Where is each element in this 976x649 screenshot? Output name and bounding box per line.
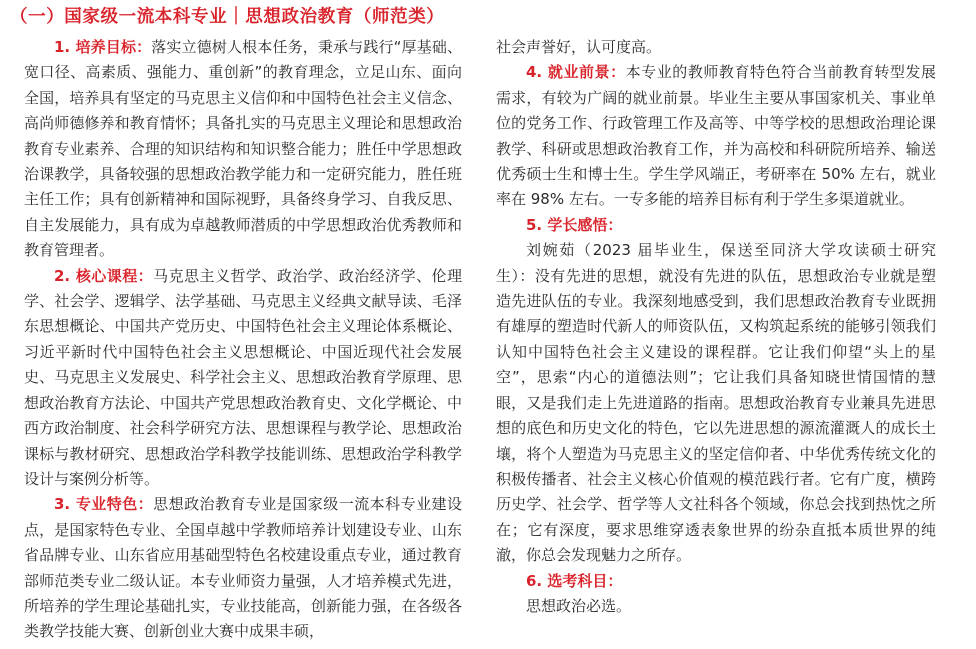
- goal-body: 落实立德树人根本任务，秉承与践行“厚基础、宽口径、高素质、强能力、重创新”的教育理念，立足山东、面向全国，培养具有坚定的马克思主义信仰和中国特色社会主义信念、高尚师德修养和教育情怀；具备扎实的马克思主义理论和思想政治教育专业素养、合理的知识结构和知识整合能力；胜任中学思想政治课教学，具备较强的思想政治教学能力和一定研究能力，胜任班主任工作；具有创新精神和国际视野，具备终身学习、自我反思、自主发展能力，具有成为卓越教师潜质的中学思想政治优秀教师和教育管理者。: [24, 38, 462, 260]
- subjects-heading: 6. 选考科目：: [526, 571, 623, 590]
- features-heading: 3. 专业特色：: [54, 495, 154, 514]
- alumni-body: 刘婉茹（2023 届毕业生，保送至同济大学攻读硕士研究生）：没有先进的思想，就没有先进的队伍，思想政治专业就是塑造先进队伍的专业。我深刻地感受到，我们思想政治教育专业既拥有雄厚的塑造时代新人的师资队伍，又构筑起系统的能够引领我们认知中国特色社会主义建设的课程群。它让我们仰望“头上的星空”，思索“内心的道德法则”；它让我们具备知晓世情国情的慧眼，又是我们走上先进道路的指南。思想政治教育专业兼具先进思想的底色和历史文化的特色，它以先进思想的源流灌溉人的成长土壤，将个人塑造为马克思主义的坚定信仰者、中华优秀传统文化的积极传播者、社会主义核心价值观的模范践行者。它有广度，横跨历史学、社会学、哲学等人文社科各个领域，你总会找到热忱之所在；它有深度，要求思维穿透表象世界的纷杂直抵本质世界的纯澈，你总会发现魅力之所存。: [496, 241, 936, 565]
- courses-heading: 2. 核心课程：: [54, 266, 154, 285]
- employment-heading: 4. 就业前景：: [526, 63, 626, 82]
- features-body: 思想政治教育专业是国家级一流本科专业建设点，是国家特色专业、全国卓越中学教师培养计划建设专业、山东省品牌专业、山东省应用基础型特色名校建设重点专业，通过教育部师范类专业二级认证。本专业师资力量强，人才培养模式先进，所培养的学生理论基础扎实，专业技能高，创新能力强，在各级各类教学技能大赛、创新创业大赛中成果丰硕，: [24, 495, 462, 641]
- alumni-heading: 5. 学长感悟：: [526, 215, 623, 234]
- features-paragraph: [24, 492, 462, 644]
- employment-body: 本专业的教师教育特色符合当前教育转型发展需求，有较为广阔的就业前景。毕业生主要从事国家机关、事业单位的党务工作、行政管理工作及高等、中等学校的思想政治理论课教学、科研或思想政治教育工作，并为高校和科研院所培养、输送优秀硕士生和博士生。学生学风端正，考研率在 50% 左右，就业率在 98% 左右。一专多能的培养目标有利于学生多渠道就业。: [496, 63, 936, 209]
- left-column: [24, 35, 462, 645]
- features-continuation: 社会声誉好，认可度高。: [496, 38, 662, 56]
- courses-body: 马克思主义哲学、政治学、政治经济学、伦理学、社会学、逻辑学、法学基础、马克思主义经典文献导读、毛泽东思想概论、中国共产党历史、中国特色社会主义理论体系概论、习近平新时代中国特色社会主义思想概论、中国近现代社会发展史、马克思主义发展史、科学社会主义、思想政治教育学原理、思想政治教育方法论、中国共产党思想政治教育史、文化学概论、中西方政治制度、社会科学研究方法、思想课程与教学论、思想政治课标与教材研究、思想政治学科教学技能训练、思想政治学科教学设计与案例分析等。: [24, 266, 462, 488]
- subjects-body: 思想政治必选。: [526, 596, 632, 615]
- goal-heading: 1. 培养目标：: [54, 38, 152, 56]
- goal-paragraph: [24, 35, 462, 264]
- courses-paragraph: [24, 264, 462, 493]
- employment-paragraph: [496, 60, 936, 212]
- page-title: （一）国家级一流本科专业｜思想政治教育（师范类）: [10, 7, 445, 27]
- right-column: [496, 35, 936, 619]
